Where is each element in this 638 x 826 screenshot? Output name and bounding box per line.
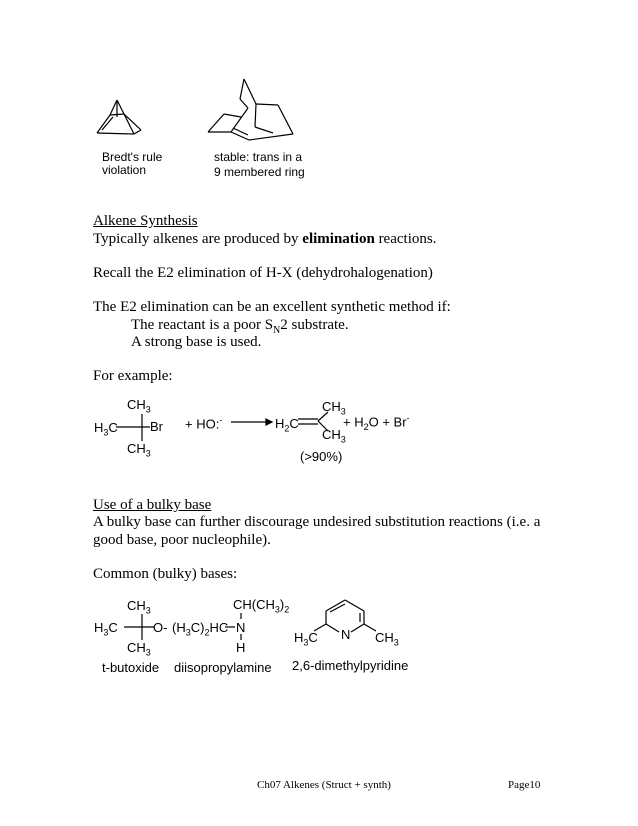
for-example-line: For example: [93,368,173,384]
e2-intro-line: The E2 elimination can be an excellent synthetic method if: [93,299,451,315]
section-heading-bulky-base: Use of a bulky base [93,497,212,513]
reactant-h3c: $H_3C$ [94,420,118,438]
tbutoxide-o: O- [153,620,168,635]
tbutoxide-ch3-bottom: $CH_3$ [127,640,151,658]
bulky-base-line2: good base, poor nucleophile). [93,532,271,548]
reactant-br: Br [150,419,163,434]
reactant-ch3-bottom-text: CH [127,441,146,456]
condition-1-pre: The reactant is a poor S [131,317,274,333]
reactant-ch3-top-text: CH [127,397,146,412]
section-heading-alkene-synthesis: Alkene Synthesis [93,213,198,229]
lda-hydrogen: H [236,640,246,655]
bredt-label-line1: Bredt's rule [102,150,163,164]
condition-2: A strong base is used. [131,334,262,350]
tbutoxide-label: t-butoxide [102,660,160,675]
hydroxide-base: + HO:- [185,415,223,432]
product-ch3-top: $CH_3$ [322,399,346,417]
tbutoxide-ch3-top: $CH_3$ [127,598,151,616]
byproducts: + $H_2O + Br^-$ [343,413,410,432]
footer-page-number: Page10 [508,779,541,791]
product-h2c-text: H [275,416,285,431]
reaction-yield: (>90%) [300,449,343,464]
diisopropylamine-label: diisopropylamine [174,660,272,675]
reactant-h3c-text: H [94,420,104,435]
common-bases-line: Common (bulky) bases: [93,566,238,582]
lda-nitrogen: N [236,620,246,635]
lda-ch-top: $CH(CH_3)_2$ [233,597,290,615]
bulky-base-line1: A bulky base can further discourage undesired substitution reactions (i.e. a [93,514,541,530]
bredt-label [102,151,162,177]
condition-1-post: 2 substrate. [280,317,349,333]
elimination-sentence-pre: Typically alkenes are produced by [93,231,303,247]
tbutoxide-h3c: $H_3C$ [94,620,118,638]
reactant-bonds [116,414,150,441]
byproducts-post: O + Br [368,414,407,430]
byproducts-pre: + H [343,414,364,430]
reaction-arrow [231,419,272,425]
condition-1-sub: N [273,325,281,336]
elimination-sentence-post: reactions. [374,231,437,247]
reactant-ch3-top: $CH_3$ [127,397,151,415]
product-h2c: $H_2C$ [275,416,299,434]
product-ch3-bottom: $CH_3$ [322,427,346,445]
stable-structure [208,79,293,140]
tbutoxide-bonds [124,614,154,640]
elimination-keyword: elimination [302,231,375,247]
recall-e2-line: Recall the E2 elimination of H-X (dehydrohalogenation) [93,265,433,281]
bredt-label-line2: violation [102,163,147,177]
product-ch3-bottom-text: CH [322,427,341,442]
lutidine-h3c: $H_3C$ [294,630,318,648]
lutidine-nitrogen: N [341,627,351,642]
elimination-sentence [93,230,436,248]
product-ch3-top-text: CH [322,399,341,414]
reactant-ch3-bottom: $CH_3$ [127,441,151,459]
lutidine-ch3: $CH_3$ [375,630,399,648]
hydroxide-base-text: + HO: [185,416,220,432]
stable-label-line2: 9 membered ring [214,165,305,179]
bredt-structure [97,100,141,134]
stable-label [214,150,305,180]
stable-label-line1: stable: trans in a [214,150,303,164]
dimethylpyridine-label: 2,6-dimethylpyridine [292,658,409,673]
footer-chapter: Ch07 Alkenes (Struct + synth) [257,779,391,791]
lda-left-group: $(H_3C)_2HC$ [172,620,229,638]
